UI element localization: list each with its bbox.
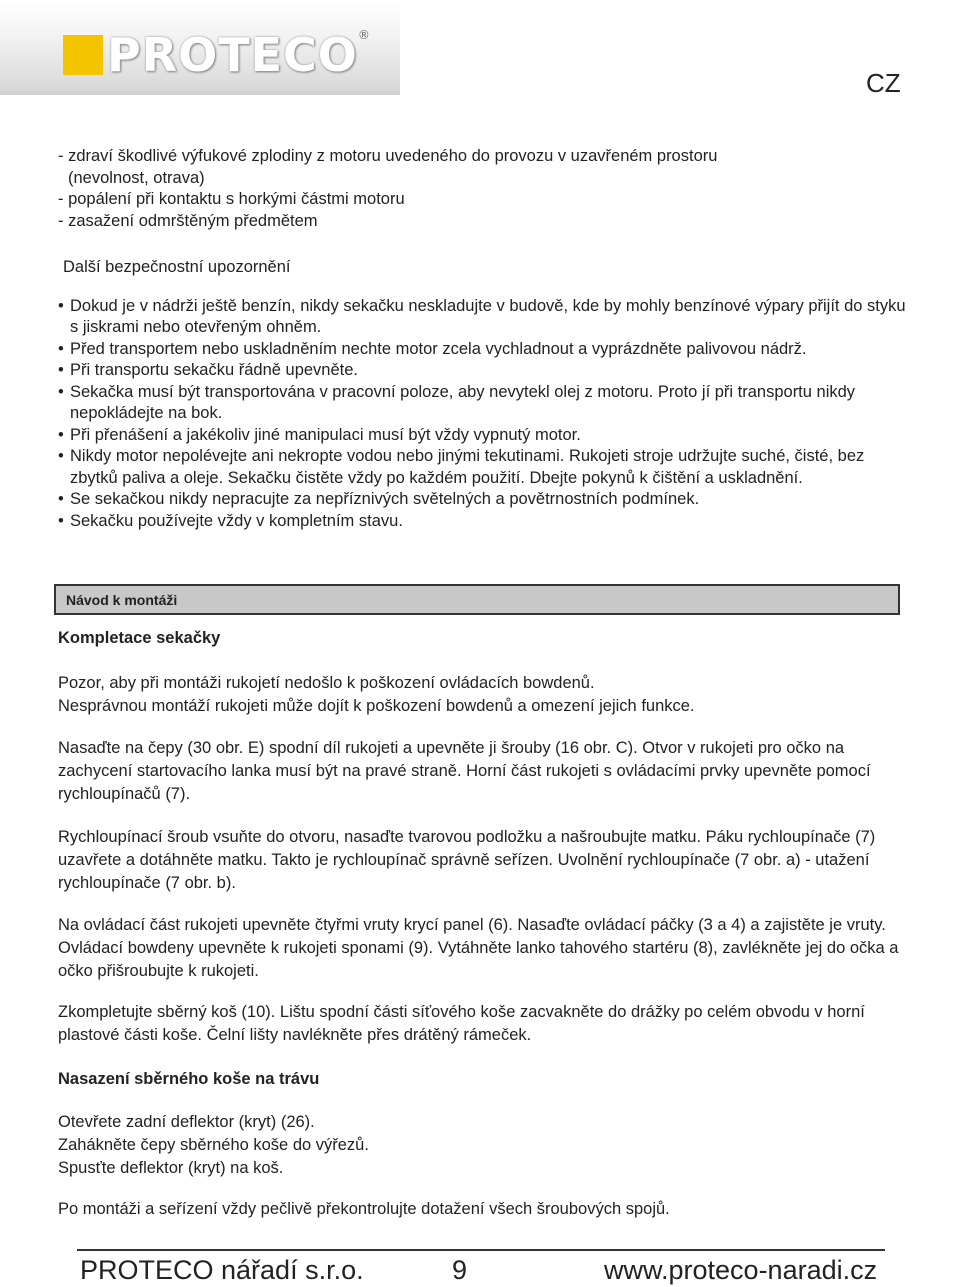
grass-bag-heading: Nasazení sběrného koše na trávu (58, 1070, 320, 1088)
safety-list (58, 296, 908, 533)
safety-content (58, 146, 908, 532)
section-bar (54, 584, 900, 615)
hazard-line: (nevolnost, otrava) (68, 168, 205, 187)
final-note: Po montáži a seřízení vždy pečlivě překontrolujte dotažení všech šroubových spojů. (58, 1200, 670, 1218)
assembly-paragraph: Rychloupínací šroub vsuňte do otvoru, nasaďte tvarovou podložku a našroubujte matku. Páku rychloupínače (7) uzavřete a dotáhněte matku. Takto je rychloupínač správně seřízen. Uvolnění rychloupínače (7 obr. a) - utažení rychloupínače (7 obr. b). (58, 828, 876, 892)
assembly-paragraph: Nasaďte na čepy (30 obr. E) spodní díl rukojeti a upevněte ji šrouby (16 obr. C). Otvor v rukojeti pro očko na zachycení startovacího lanka musí být na pravé straně. Horní část rukojeti s ovládacími prvky upevněte pomocí rychloupínačů (7). (58, 739, 871, 803)
section-title: Návod k montáži (66, 591, 178, 608)
brand-logo (63, 28, 370, 82)
assembly-heading: Kompletace sekačky (58, 629, 221, 647)
step-line: Spusťte deflektor (kryt) na koš. (58, 1159, 284, 1177)
list-item: • Sekačka musí být transportována v pracovní poloze, aby nevytekl olej z motoru. Proto jí při transportu nikdy nepokládejte na bok. (58, 382, 908, 425)
logo-square-icon (63, 35, 103, 75)
footer-website: www.proteco-naradi.cz (604, 1255, 878, 1285)
page-number: 9 (452, 1255, 468, 1285)
list-item: • Sekačku používejte vždy v kompletním stavu. (58, 511, 908, 533)
list-item: • Se sekačkou nikdy nepracujte za nepříznivých světelných a povětrnostních podmínek. (58, 489, 908, 511)
warning-block (58, 672, 908, 718)
list-item: • Dokud je v nádrži ještě benzín, nikdy sekačku neskladujte v budově, kde by mohly benzínové výpary přijít do styku s jiskrami nebo otevřeným ohněm. (58, 296, 908, 339)
grass-bag-steps (58, 1111, 908, 1180)
logo-text: PROTECO (107, 28, 358, 82)
registered-mark: ® (357, 28, 370, 42)
list-item: • Nikdy motor nepolévejte ani nekropte vodou nebo jinými tekutinami. Rukojeti stroje udržujte suché, čisté, bez zbytků paliva a oleje. Sekačku čistěte vždy po každém použití. Dbejte pokynů k čištění a uskladnění. (58, 446, 908, 489)
hazard-line: - zasažení odmrštěným předmětem (58, 211, 318, 230)
safety-heading: Další bezpečnostní upozornění (63, 258, 291, 276)
footer-divider (77, 1249, 885, 1251)
list-item: • Před transportem nebo uskladněním nechte motor zcela vychladnout a vyprázdněte palivovou nádrž. (58, 339, 908, 361)
assembly-paragraph: Zkompletujte sběrný koš (10). Lištu spodní části síťového koše zacvakněte do drážky po celém obvodu v horní plastové části koše. Čelní lišty navlékněte přes drátěný rámeček. (58, 1003, 865, 1044)
warning-line: Pozor, aby při montáži rukojetí nedošlo k poškození ovládacích bowdenů. (58, 674, 595, 692)
assembly-paragraph: Na ovládací část rukojeti upevněte čtyřmi vruty krycí panel (6). Nasaďte ovládací páčky (3 a 4) a zajistěte je vruty. Ovládací bowdeny upevněte k rukojeti sponami (9). Vytáhněte lanko tahového startéru (8), zavlékněte jej do očka a očko přišroubujte k rukojeti. (58, 916, 899, 980)
step-line: Zahákněte čepy sběrného koše do výřezů. (58, 1136, 369, 1154)
footer-company: PROTECO nářadí s.r.o. (80, 1255, 364, 1285)
language-code: CZ (866, 68, 901, 98)
hazard-line: - zdraví škodlivé výfukové zplodiny z motoru uvedeného do provozu v uzavřeném prostoru (58, 147, 718, 165)
list-item: • Při transportu sekačku řádně upevněte. (58, 360, 908, 382)
hazard-line: - popálení při kontaktu s horkými částmi motoru (58, 190, 405, 208)
step-line: Otevřete zadní deflektor (kryt) (26). (58, 1113, 315, 1131)
list-item: • Při přenášení a jakékoliv jiné manipulaci musí být vždy vypnutý motor. (58, 425, 908, 447)
warning-line: Nesprávnou montáží rukojeti může dojít k poškození bowdenů a omezení jejich funkce. (58, 697, 695, 715)
